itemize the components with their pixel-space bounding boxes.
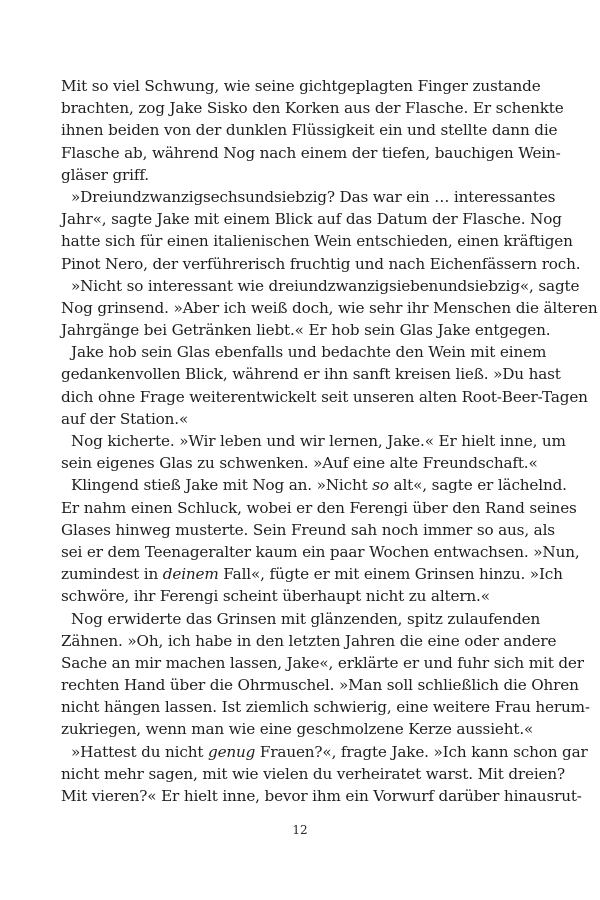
text-line: schwöre, ihr Ferengi scheint überhaupt nicht zu altern.«	[61, 587, 490, 606]
text-line: nicht mehr sagen, mit wie vielen du verheiratet warst. Mit dreien?	[61, 764, 566, 783]
text-line: brachten, zog Jake Sisko den Korken aus der Flasche. Er schenkte	[61, 99, 564, 118]
text-line: Er nahm einen Schluck, wobei er den Ferengi über den Rand seines	[61, 498, 577, 517]
text-line: Mit vieren?« Er hielt inne, bevor ihm ein Vorwurf darüber hinausrut-	[61, 787, 582, 805]
text-line: rechten Hand über die Ohrmuschel. »Man soll schließlich die Ohren	[61, 676, 579, 695]
text-line: auf der Station.«	[61, 409, 189, 428]
text-line: Jahrgänge bei Getränken liebt.« Er hob sein Glas Jake entgegen.	[61, 321, 551, 340]
text-line: »Dreiundzwanzigsechsundsiebzig? Das war ein … interessantes	[71, 187, 556, 206]
text-line: nicht hängen lassen. Ist ziemlich schwierig, eine weitere Frau herum-	[61, 698, 590, 717]
body-text	[61, 75, 598, 807]
text-line: dich ohne Frage weiterentwickelt seit unseren alten Root-Beer-Tagen	[61, 387, 588, 406]
emphasized-word: deinem	[162, 565, 219, 584]
text-line: zukriegen, wenn man wie eine geschmolzene Kerze aussieht.«	[61, 720, 534, 739]
text-line: sein eigenes Glas zu schwenken. »Auf eine alte Freundschaft.«	[61, 454, 538, 473]
text-line: Klingend stieß Jake mit Nog an. »Nicht so alt«, sagte er lächelnd.	[71, 476, 567, 495]
text-line: Jahr«, sagte Jake mit einem Blick auf das Datum der Flasche. Nog	[61, 210, 562, 229]
text-line: Flasche ab, während Nog nach einem der tiefen, bauchigen Wein-	[61, 143, 561, 162]
text-line: zumindest in deinem Fall«, fügte er mit einem Grinsen hinzu. »Ich	[61, 565, 563, 584]
text-line: Zähnen. »Oh, ich habe in den letzten Jahren die eine oder andere	[61, 631, 557, 650]
text-line: Nog grinsend. »Aber ich weiß doch, wie sehr ihr Menschen die älteren	[61, 298, 598, 317]
text-line: Pinot Nero, der verführerisch fruchtig und nach Eichenfässern roch.	[61, 254, 581, 273]
text-line: hatte sich für einen italienischen Wein entschieden, einen kräftigen	[61, 232, 573, 251]
emphasized-word: so	[372, 476, 389, 495]
text-line: Nog kicherte. »Wir leben und wir lernen, Jake.« Er hielt inne, um	[71, 432, 566, 450]
text-line: Mit so viel Schwung, wie seine gichtgeplagten Finger zustande	[61, 77, 541, 95]
text-line: gläser griff.	[61, 165, 149, 184]
text-line: Sache an mir machen lassen, Jake«, erklärte er und fuhr sich mit der	[61, 653, 584, 672]
text-line: Nog erwiderte das Grinsen mit glänzenden, spitz zulaufenden	[71, 609, 541, 628]
text-line: »Nicht so interessant wie dreiundzwanzigsiebenundsiebzig«, sagte	[71, 276, 580, 295]
text-line: sei er dem Teenageralter kaum ein paar Wochen entwachsen. »Nun,	[61, 542, 580, 561]
text-line: gedankenvollen Blick, während er ihn sanft kreisen ließ. »Du hast	[61, 365, 561, 384]
text-line: ihnen beiden von der dunklen Flüssigkeit ein und stellte dann die	[61, 121, 558, 140]
emphasized-word: genug	[208, 742, 256, 761]
text-line: Jake hob sein Glas ebenfalls und bedachte den Wein mit einem	[71, 343, 547, 362]
page-number: 12	[292, 823, 308, 837]
text-line: Glases hinweg musterte. Sein Freund sah noch immer so aus, als	[61, 520, 555, 539]
text-line: »Hattest du nicht genug Frauen?«, fragte Jake. »Ich kann schon gar	[71, 742, 588, 761]
